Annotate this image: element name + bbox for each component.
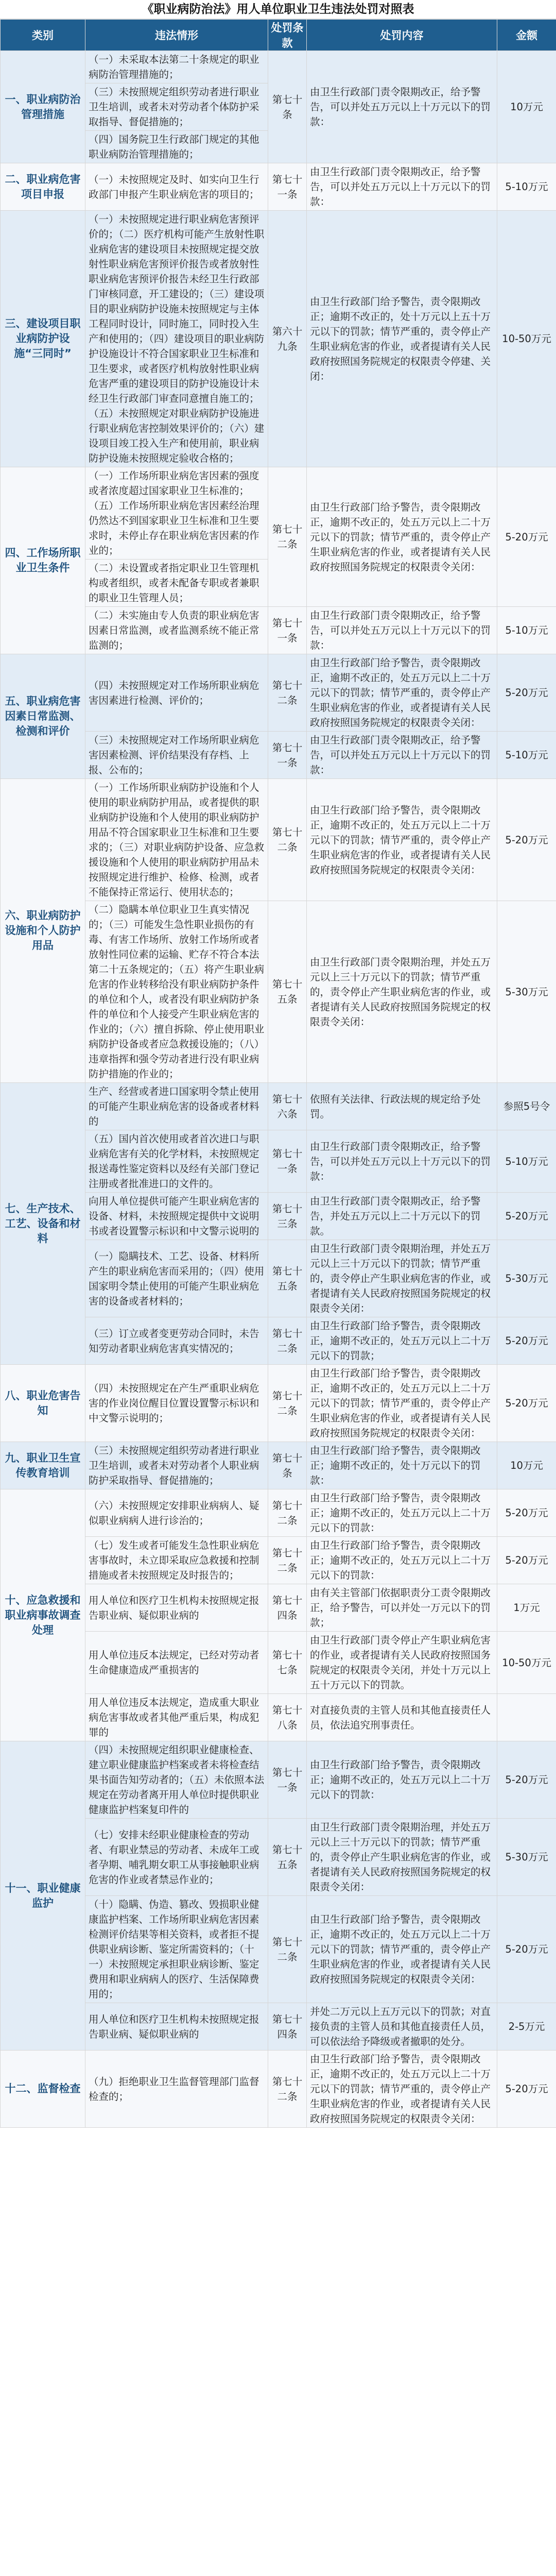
article-cell: 第七十条 [268, 1442, 307, 1489]
article-cell: 第七十三条 [268, 1193, 307, 1240]
penalty-cell: 由卫生行政部门给予警告，责令限期改正；逾期不改正的，处五万元以上二十万元以下的罚款： [307, 1489, 497, 1537]
violation-cell: （七）安排未经职业健康检查的劳动者、有职业禁忌的劳动者、未成年工或者孕期、哺乳期女职工从事接触职业病危害的作业或者禁忌作业的； [85, 1819, 268, 1896]
penalty-cell: 由卫生行政部门给予警告，责令限期改正，逾期不改正的，处五万元以上二十万元以下的罚款；情节严重的，责令停止产生职业病危害的作业，或者提请有关人民政府按照国务院规定的权限责令关闭： [307, 467, 497, 607]
amount-cell: 1万元 [497, 1584, 556, 1632]
amount-cell: 5-10万元 [497, 1130, 556, 1193]
article-cell: 第七十一条 [268, 607, 307, 654]
article-cell: 第七十一条 [268, 732, 307, 779]
violation-cell: （一）未按照规定及时、如实向卫生行政部门申报产生职业病危害的项目的； [85, 163, 268, 211]
penalty-cell: 由有关主管部门依据职责分工责令限期改正，给予警告，可以并处一万元以下的罚款； [307, 1584, 497, 1632]
table-row [1, 467, 556, 560]
amount-cell: 5-20万元 [497, 1537, 556, 1584]
amount-cell: 5-20万元 [497, 1489, 556, 1537]
table-row [1, 163, 556, 211]
table-row [1, 779, 556, 901]
penalty-cell: 由卫生行政部门给予警告，责令限期改正，逾期不改正的，处五万元以上二十万元以下的罚款；情节严重的，责令停止产生职业病危害的作业，或者提请有关人民政府按照国务院规定的权限责令关闭： [307, 2050, 497, 2128]
amount-cell: 10万元 [497, 1442, 556, 1489]
amount-cell: 5-20万元 [497, 1741, 556, 1819]
violation-cell: （二）未实施由专人负责的职业病危害因素日常监测，或者监测系统不能正常监测的； [85, 607, 268, 654]
article-cell: 第七十四条 [268, 1584, 307, 1632]
article-cell: 第七十五条 [268, 1240, 307, 1317]
violation-cell: （三）未按照规定对工作场所职业病危害因素检测、评价结果没有存档、上报、公布的； [85, 732, 268, 779]
penalty-cell: 由卫生行政部门责令限期改正，给予警告，可以并处五万元以上十万元以下的罚款： [307, 163, 497, 211]
amount-cell: 10-50万元 [497, 1632, 556, 1694]
penalty-cell: 由卫生行政部门责令限期治理，并处五万元以上三十万元以下的罚款；情节严重的，责令停止产生职业病危害的作业，或者提请有关人民政府按照国务院规定的权限责令关闭： [307, 1819, 497, 1896]
article-cell: 第七十一条 [268, 1130, 307, 1193]
amount-cell: 5-20万元 [497, 1365, 556, 1442]
penalty-cell: 由卫生行政部门给予警告，责令限期改正；逾期不改正的，处十万元以上五十万元以下的罚款；情节严重的，责令停止产生职业病危害的作业，或者提请有关人民政府按照国务院规定的权限责令停建、关闭： [307, 211, 497, 467]
article-cell: 第七十一条 [268, 163, 307, 211]
penalty-cell: 依照有关法律、行政法规的规定给予处罚。 [307, 1083, 497, 1130]
header-amount: 金额 [497, 20, 556, 51]
amount-cell: 参照5号令 [497, 1083, 556, 1130]
header-category: 类别 [1, 20, 85, 51]
violation-cell: （四）国务院卫生行政部门规定的其他职业病防治管理措施的； [85, 131, 268, 163]
table-body [1, 51, 556, 2128]
table-row [1, 1442, 556, 1489]
amount-cell: 5-10万元 [497, 607, 556, 654]
amount-cell: 5-20万元 [497, 2050, 556, 2128]
amount-cell: 2-5万元 [497, 2003, 556, 2050]
violation-cell: （二）未设置或者指定职业卫生管理机构或者组织，或者未配备专职或者兼职的职业卫生管理人员； [85, 560, 268, 607]
category-cell: 八、职业危害告知 [1, 1365, 85, 1442]
penalty-cell: 由卫生行政部门责令限期治理，并处五万元以上三十万元以下的罚款；情节严重的，责令停止产生职业病危害的作业，或者提请有关人民政府按照国务院规定的权限责令关闭： [307, 1240, 497, 1317]
violation-cell: 用人单位违反本法规定，已经对劳动者生命健康造成严重损害的 [85, 1632, 268, 1694]
penalty-cell: 由卫生行政部门给予警告，责令限期改正；逾期不改正的，处五万元以上二十万元以下的罚款： [307, 1741, 497, 1819]
penalty-cell: 由卫生行政部门责令限期治理，并处五万元以上三十万元以下的罚款；情节严重的，责令停止产生职业病危害的作业，或者提请有关人民政府按照国务院规定的权限责令关闭： [307, 901, 497, 1083]
penalty-cell: 由卫生行政部门给予警告，责令限期改正，逾期不改正的，处五万元以上二十万元以下的罚款；情节严重的，责令停止产生职业病危害的作业，或者提请有关人民政府按照国务院规定的权限责令关闭： [307, 1365, 497, 1442]
amount-cell [497, 1694, 556, 1741]
article-cell: 第七十二条 [268, 1537, 307, 1584]
article-cell: 第七十二条 [268, 467, 307, 607]
amount-cell: 5-20万元 [497, 467, 556, 607]
category-cell: 十二、监督检查 [1, 2050, 85, 2128]
article-cell: 第七十二条 [268, 1896, 307, 2003]
category-cell: 二、职业病危害项目申报 [1, 163, 85, 211]
article-cell: 第七十六条 [268, 1083, 307, 1130]
violation-cell: （七）发生或者可能发生急性职业病危害事故时，未立即采取应急救援和控制措施或者未按照规定及时报告的； [85, 1537, 268, 1584]
category-cell: 四、工作场所职业卫生条件 [1, 467, 85, 654]
header-article: 处罚条款 [268, 20, 307, 51]
article-cell: 第六十九条 [268, 211, 307, 467]
article-cell: 第七十五条 [268, 901, 307, 1083]
violation-cell: 用人单位和医疗卫生机构未按照规定报告职业病、疑似职业病的 [85, 2003, 268, 2050]
amount-cell: 5-20万元 [497, 1193, 556, 1240]
penalty-cell: 由卫生行政部门给予警告，责令限期改正，逾期不改正的，处五万元以上二十万元以下的罚款；情节严重的，责令停止产生职业病危害的作业，或者提请有关人民政府按照国务院规定的权限责令关闭： [307, 1896, 497, 2003]
table-row [1, 1741, 556, 1819]
violation-cell: （五）国内首次使用或者首次进口与职业病危害有关的化学材料，未按照规定报送毒性鉴定资料以及经有关部门登记注册或者批准进口的文件的。 [85, 1130, 268, 1193]
article-cell: 第七十五条 [268, 1819, 307, 1896]
amount-cell: 5-30万元 [497, 901, 556, 1083]
article-cell: 第七十八条 [268, 1694, 307, 1741]
violation-cell: （一）工作场所职业病防护设施和个人使用的职业病防护用品，或者提供的职业病防护设施和个人使用的职业病防护用品不符合国家职业卫生标准和卫生要求的；（三）对职业病防护设备、应急救援设施和个人使用的职业病防护用品未按照规定进行维护、检修、检测，或者不能保持正常运行、使用状态的； [85, 779, 268, 901]
violation-cell: （四）未按照规定在产生严重职业病危害的作业岗位醒目位置设置警示标识和中文警示说明的； [85, 1365, 268, 1442]
article-cell: 第七十二条 [268, 654, 307, 732]
violation-cell: （四）未按照规定组织职业健康检查、建立职业健康监护档案或者未将检查结果书面告知劳动者的；（五）未依照本法规定在劳动者离开用人单位时提供职业健康监护档案复印件的 [85, 1741, 268, 1819]
amount-cell: 5-20万元 [497, 1896, 556, 2003]
penalty-cell: 对直接负责的主管人员和其他直接责任人员，依法追究刑事责任。 [307, 1694, 497, 1741]
article-cell: 第七十条 [268, 51, 307, 163]
article-cell: 第七十四条 [268, 2003, 307, 2050]
penalty-cell: 由卫生行政部门责令限期改正，给予警告，可以并处五万元以上十万元以下的罚款： [307, 732, 497, 779]
violation-cell: （十）隐瞒、伪造、篡改、毁损职业健康监护档案、工作场所职业病危害因素检测评价结果等相关资料，或者拒不提供职业病诊断、鉴定所需资料的；（十一）未按照规定承担职业病诊断、鉴定费用和职业病病人的医疗、生活保障费用的； [85, 1896, 268, 2003]
header-row [1, 20, 556, 51]
penalty-cell: 由卫生行政部门责令限期改正，给予警告，可以并处五万元以上十万元以下的罚款： [307, 51, 497, 163]
table-title: 《职业病防治法》用人单位职业卫生违法处罚对照表 [0, 0, 556, 19]
category-cell: 六、职业病防护设施和个人防护用品 [1, 779, 85, 1083]
violation-cell: （三）未按照规定组织劳动者进行职业卫生培训，或者未对劳动者个人职业病防护采取指导、督促措施的； [85, 1442, 268, 1489]
amount-cell: 5-20万元 [497, 654, 556, 732]
header-violation: 违法情形 [85, 20, 268, 51]
article-cell: 第七十二条 [268, 1317, 307, 1365]
violation-cell: （九）拒绝职业卫生监督管理部门监督检查的； [85, 2050, 268, 2128]
penalty-cell: 由卫生行政部门责令停止产生职业病危害的作业，或者提请有关人民政府按照国务院规定的权限责令关闭，并处十万元以上五十万元以下的罚款。 [307, 1632, 497, 1694]
article-cell: 第七十二条 [268, 2050, 307, 2128]
amount-cell: 5-20万元 [497, 779, 556, 901]
violation-cell: （四）未按照规定对工作场所职业病危害因素进行检测、评价的； [85, 654, 268, 732]
article-cell: 第七十一条 [268, 1741, 307, 1819]
violation-cell: （一）未按照规定进行职业病危害预评价的；（二）医疗机构可能产生放射性职业病危害的建设项目未按照规定提交放射性职业病危害预评价报告或者放射性职业病危害预评价报告未经卫生行政部门审核同意，开工建设的；（三）建设项目的职业病防护设施未按照规定与主体工程同时设计，同时施工，同时投入生产和使用的；（四）建设项目的职业病防护设施设计不符合国家职业卫生标准和卫生要求，或者医疗机构放射性职业病危害严重的建设项目的防护设施设计未经卫生行政部门审查同意擅自施工的；（五）未按照规定对职业病防护设施进行职业病危害控制效果评价的；（六）建设项目竣工投入生产和使用前，职业病防护设施未按照规定验收合格的； [85, 211, 268, 467]
table-row [1, 1489, 556, 1537]
category-cell: 五、职业病危害因素日常监测、检测和评价 [1, 654, 85, 779]
article-cell: 第七十二条 [268, 779, 307, 901]
penalty-cell: 由卫生行政部门给予警告，责令限期改正，逾期不改正的，处五万元以上二十万元以下的罚款；情节严重的，责令停止产生职业病危害的作业，或者提请有关人民政府按照国务院规定的权限责令关闭： [307, 779, 497, 901]
amount-cell: 5-30万元 [497, 1240, 556, 1317]
amount-cell: 5-30万元 [497, 1819, 556, 1896]
penalty-cell: 并处二万元以上五万元以下的罚款；对直接负责的主管人员和其他直接责任人员，可以依法给予降级或者撤职的处分。 [307, 2003, 497, 2050]
category-cell: 十一、职业健康监护 [1, 1741, 85, 2050]
category-cell: 一、职业病防治管理措施 [1, 51, 85, 163]
amount-cell: 5-10万元 [497, 163, 556, 211]
table-row [1, 51, 556, 83]
penalty-cell: 由卫生行政部门给予警告，责令限期改正；逾期不改正的，处十万元以下的罚款： [307, 1442, 497, 1489]
violation-cell: （一）未采取本法第二十条规定的职业病防治管理措施的； [85, 51, 268, 83]
penalty-cell: 由卫生行政部门责令限期改正，给予警告，并处五万元以上二十万元以下的罚款。 [307, 1193, 497, 1240]
violation-cell: （六）未按照规定安排职业病病人、疑似职业病病人进行诊治的； [85, 1489, 268, 1537]
table-row [1, 2050, 556, 2128]
violation-cell: （一）隐瞒技术、工艺、设备、材料所产生的职业病危害而采用的；（四）使用国家明令禁止使用的可能产生职业病危害的设备或者材料的； [85, 1240, 268, 1317]
article-cell: 第七十七条 [268, 1632, 307, 1694]
table-row [1, 211, 556, 467]
header-penalty: 处罚内容 [307, 20, 497, 51]
amount-cell: 10万元 [497, 51, 556, 163]
violation-cell: 用人单位和医疗卫生机构未按照规定报告职业病、疑似职业病的 [85, 1584, 268, 1632]
penalty-cell: 由卫生行政部门责令限期改正，给予警告，可以并处五万元以上十万元以下的罚款： [307, 607, 497, 654]
table-row [1, 654, 556, 732]
penalty-table [0, 19, 556, 2128]
penalty-cell: 由卫生行政部门给予警告，责令限期改正，逾期不改正的，处五万元以上二十万元以下的罚款； [307, 1317, 497, 1365]
penalty-cell: 由卫生行政部门给予警告，责令限期改正，逾期不改正的，处五万元以上二十万元以下的罚款；情节严重的，责令停止产生职业病危害的作业，或者提请有关人民政府按照国务院规定的权限责令关闭： [307, 654, 497, 732]
violation-cell: （一）工作场所职业病危害因素的强度或者浓度超过国家职业卫生标准的；（五）工作场所职业病危害因素经治理仍然达不到国家职业卫生标准和卫生要求时，未停止存在职业病危害因素的作业的； [85, 467, 268, 560]
penalty-cell: 由卫生行政部门责令限期改正，给予警告，可以并处五万元以上十万元以下的罚款： [307, 1130, 497, 1193]
article-cell: 第七十二条 [268, 1365, 307, 1442]
violation-cell: 用人单位违反本法规定，造成重大职业病危害事故或者其他严重后果，构成犯罪的 [85, 1694, 268, 1741]
table-row [1, 1365, 556, 1442]
article-cell: 第七十二条 [268, 1489, 307, 1537]
table-row [1, 1083, 556, 1130]
amount-cell: 10-50万元 [497, 211, 556, 467]
category-cell: 七、生产技术、工艺、设备和材料 [1, 1083, 85, 1365]
violation-cell: 向用人单位提供可能产生职业病危害的设备、材料，未按照规定提供中文说明书或者设置警示标识和中文警示说明的 [85, 1193, 268, 1240]
category-cell: 十、应急救援和职业病事故调查处理 [1, 1489, 85, 1741]
category-cell: 九、职业卫生宣传教育培训 [1, 1442, 85, 1489]
amount-cell: 5-20万元 [497, 1317, 556, 1365]
violation-cell: 生产、经营或者进口国家明令禁止使用的可能产生职业病危害的设备或者材料的 [85, 1083, 268, 1130]
violation-cell: （二）隐瞒本单位职业卫生真实情况的；（三）可能发生急性职业损伤的有毒、有害工作场所、放射工作场所或者放射性同位素的运输、贮存不符合本法第二十五条规定的；（五）将产生职业病危害的作业转移给没有职业病防护条件的单位和个人，或者没有职业病防护条件的单位和个人接受产生职业病危害的作业的；（六）擅自拆除、停止使用职业病防护设备或者应急救援设施的；（八）违章指挥和强令劳动者进行没有职业病防护措施的作业的； [85, 901, 268, 1083]
violation-cell: （三）订立或者变更劳动合同时，未告知劳动者职业病危害真实情况的； [85, 1317, 268, 1365]
amount-cell: 5-10万元 [497, 732, 556, 779]
violation-cell: （三）未按照规定组织劳动者进行职业卫生培训，或者未对劳动者个体防护采取指导、督促措施的； [85, 83, 268, 131]
category-cell: 三、建设项目职业病防护设施“三同时” [1, 211, 85, 467]
penalty-cell: 由卫生行政部门给予警告，责令限期改正；逾期不改正的，处五万元以上二十万元以下的罚款： [307, 1537, 497, 1584]
